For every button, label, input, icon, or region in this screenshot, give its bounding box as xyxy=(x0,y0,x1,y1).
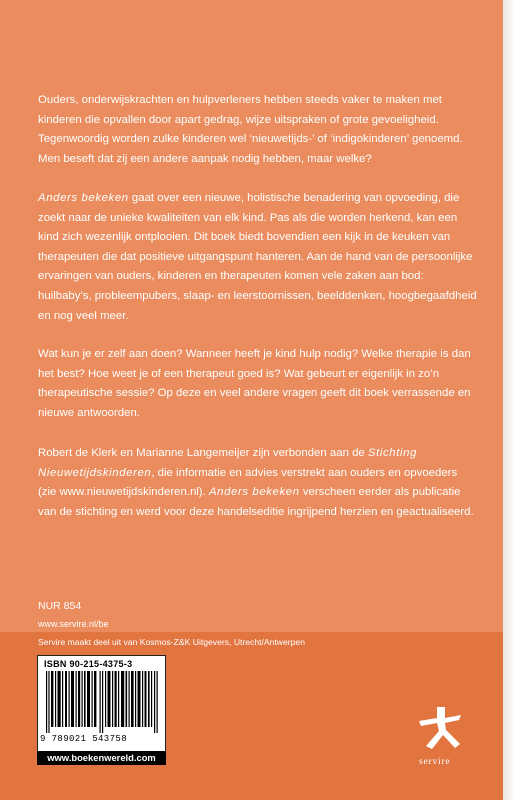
blurb-paragraph-3: Wat kun je er zelf aan doen? Wanneer heeft je kind hulp nodig? Welke therapie is dan het best? Hoe weet je of een therapeut goed is? Wat gebeurt er eigenlijk in zo’n therapeutische sessie? Op deze en veel andere vragen geeft dit boek verrassende en nieuwe antwoorden. xyxy=(38,348,471,419)
blurb-paragraph-2 xyxy=(38,189,478,326)
page-edge xyxy=(503,0,513,800)
blurb-paragraph-2-text: gaat over een nieuwe, holistische benadering van opvoeding, die zoekt naar de unieke kwaliteiten van elk kind. Pas als die worden herkend, kan een kind zich wezenlijk ontplooien. Dit boek biedt bovendien een kijk in de keuken van therapeuten die dat positieve uitgangspunt hanteren. Aan de hand van de persoonlijke ervaringen van ouders, kinderen en therapeuten komen vele zaken aan bod: huilbaby’s, probleempubers, slaap- en leerstoornissen, beelddenken, hoogbegaafdheid en nog veel meer. xyxy=(38,192,477,322)
blurb-paragraph-1: Ouders, onderwijskrachten en hulpverleners hebben steeds vaker te maken met kinderen die opvallen door apart gedrag, wijze uitspraken of grote gevoeligheid. Tegenwoordig worden zulke kinderen wel ‘nieuwetijds-’ of ‘indigokinderen’ genoemd. Men beseft dat zij een andere aanpak nodig hebben, maar welke? xyxy=(38,94,463,165)
barcode-icon xyxy=(46,671,158,733)
book-title-italic-2: Anders bekeken xyxy=(208,486,300,499)
publisher-note: Servire maakt deel uit van Kosmos-Z&K Uitgevers, Utrecht/Antwerpen xyxy=(38,637,305,647)
nur-code: NUR 854 xyxy=(38,600,82,612)
servire-logo-icon xyxy=(415,704,465,754)
logo-text: servire xyxy=(419,757,451,767)
author-text-c: verscheen eerder als publicatie van de stichting en werd voor deze handelseditie ingrijpend herzien en geactualiseerd. xyxy=(38,486,474,518)
author-text-b: , die informatie en advies verstrekt aan ouders en opvoeders (zie www.nieuwetijdskinderen.nl). xyxy=(38,466,458,499)
author-paragraph xyxy=(38,444,478,522)
isbn-text: ISBN 90-215-4375-3 xyxy=(44,659,133,669)
ean-number: 9 789021 543758 xyxy=(40,734,128,744)
barcode-label xyxy=(37,655,166,752)
foundation-name: Stichting Nieuwetijdskinderen xyxy=(38,447,417,479)
author-text-a: Robert de Klerk en Marianne Langemeijer zijn verbonden aan de xyxy=(38,447,368,459)
book-title-italic: Anders bekeken xyxy=(38,192,129,204)
publisher-website: www.servire.nl/be xyxy=(38,619,109,629)
bookshop-url-label: www.boekenwereld.com xyxy=(37,751,166,765)
